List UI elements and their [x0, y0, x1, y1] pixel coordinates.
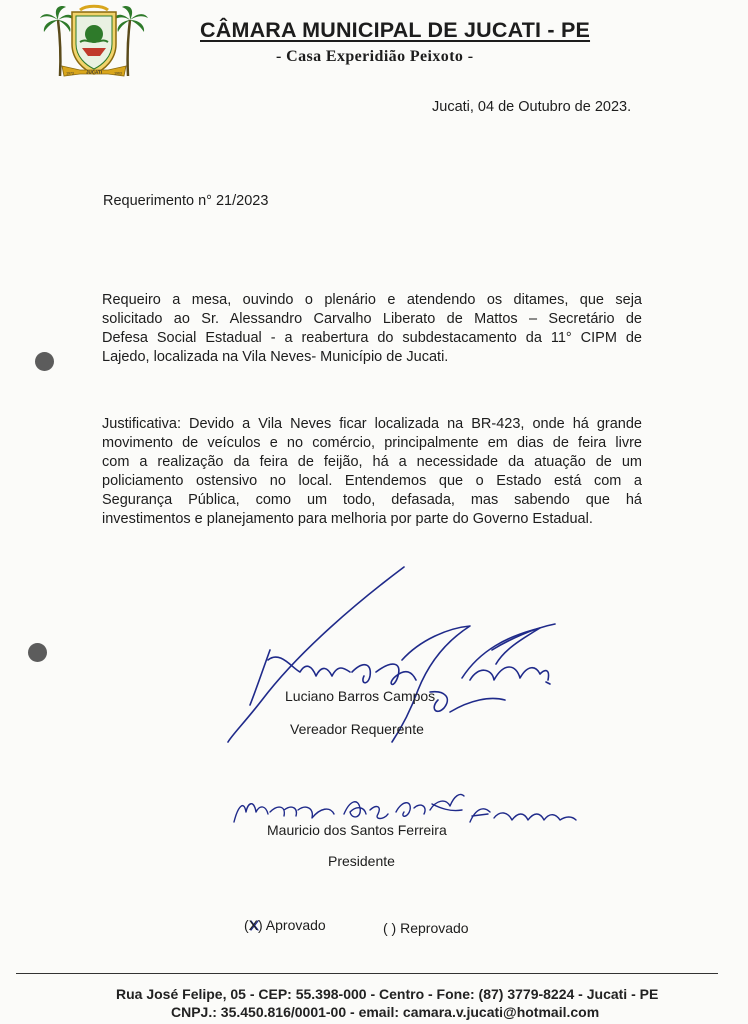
requester-signature [228, 567, 555, 742]
svg-text:JUCATI: JUCATI [86, 69, 102, 75]
document-title: CÂMARA MUNICIPAL DE JUCATI - PE [200, 18, 591, 42]
date-line: Jucati, 04 de Outubro de 2023. [432, 99, 632, 115]
requester-name: Luciano Barros Campos [285, 688, 436, 704]
president-name: Mauricio dos Santos Ferreira [267, 822, 447, 838]
coat-of-arms-logo [40, 4, 148, 80]
justification-paragraph [102, 415, 642, 529]
body-line: Defesa Social Estadual - a reabertura do subdestacamento da 11° CIPM de [102, 330, 642, 346]
body-paragraph [102, 291, 642, 367]
body-line: solicitado ao Sr. Alessandro Carvalho Liberato de Mattos – Secretário de [102, 311, 642, 327]
footer-divider [16, 973, 718, 974]
president-role: Presidente [328, 853, 395, 869]
justification-line: com a realização da feira de feijão, há a necessidade da atuação de um [102, 454, 642, 470]
vote-rejected: ( ) Reprovado [383, 920, 469, 936]
shield-icon [72, 6, 116, 74]
requerimento-number: Requerimento n° 21/2023 [103, 193, 269, 209]
punch-hole [28, 643, 47, 662]
body-line: Requeiro a mesa, ouvindo o plenário e atendendo os ditames, que seja [102, 292, 642, 308]
body-line: Lajedo, localizada na Vila Neves- Município de Jucati. [102, 349, 449, 365]
justification-line: policiamento ostensivo no local. Entendemos que o Estado está com a [102, 473, 642, 489]
svg-text:1973: 1973 [66, 71, 74, 76]
footer-address: Rua José Felipe, 05 - CEP: 55.398-000 - Centro - Fone: (87) 3779-8224 - Jucati - PE [116, 986, 659, 1002]
president-signature [234, 794, 576, 822]
requester-role: Vereador Requerente [290, 721, 424, 737]
palm-tree-left-icon [40, 6, 75, 76]
vote-approved: (X) Aprovado [244, 917, 326, 933]
footer-contact: CNPJ.: 35.450.816/0001-00 - email: camara.v.jucati@hotmail.com [171, 1004, 600, 1020]
punch-hole [35, 352, 54, 371]
palm-tree-right-icon [113, 6, 148, 76]
justification-line: Segurança Pública, como um todo, defasada, mas sabendo que há [102, 492, 642, 508]
document-subtitle: - Casa Experidião Peixoto - [276, 48, 474, 65]
justification-line: Justificativa: Devido a Vila Neves ficar localizada na BR-423, onde há grande [102, 416, 642, 432]
svg-text:1963: 1963 [114, 71, 122, 76]
justification-line: investimentos e planejamento para melhoria por parte do Governo Estadual. [102, 511, 593, 527]
justification-line: movimento de veículos e no comércio, principalmente em dias de feira livre [102, 435, 642, 451]
